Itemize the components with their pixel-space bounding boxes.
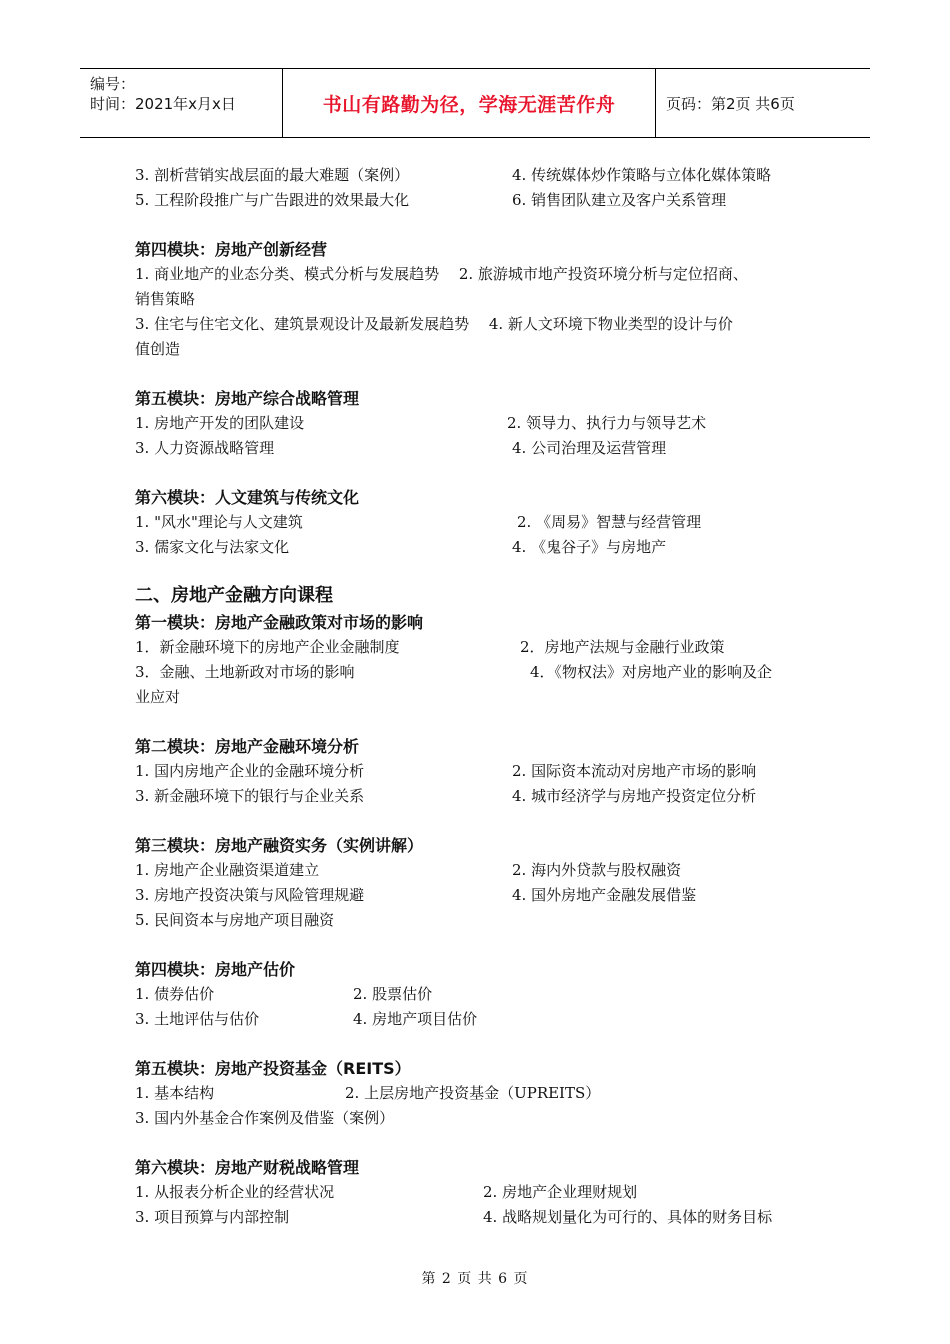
list-item: 4. 城市经济学与房地产投资定位分析 [512, 787, 757, 805]
list-item: 3. 项目预算与内部控制 [135, 1208, 290, 1226]
list-item: 4. 房地产项目估价 [353, 1010, 478, 1028]
list-item: 2. 领导力、执行力与领导艺术 [507, 414, 707, 432]
module-title: 第五模块：房地产综合战略管理 [135, 389, 360, 408]
time-label: 时间：2021年x月x日 [90, 95, 236, 113]
list-item: 3. 土地评估与估价 [135, 1010, 260, 1028]
list-item: 1. 从报表分析企业的经营状况 [135, 1183, 335, 1201]
paragraph-line: 值创造 [135, 340, 181, 358]
list-row [135, 535, 835, 560]
list-row [135, 1205, 835, 1230]
list-item: 2. 《周易》智慧与经营管理 [517, 513, 702, 531]
module-title: 第三模块：房地产融资实务（实例讲解） [135, 836, 424, 855]
list-row [135, 759, 835, 784]
list-item: 3. 新金融环境下的银行与企业关系 [135, 787, 365, 805]
list-item: 1. "风水"理论与人文建筑 [135, 513, 303, 531]
list-item: 4. 国外房地产金融发展借鉴 [512, 886, 697, 904]
list-item: 2. 上层房地产投资基金（UPREITS） [345, 1084, 601, 1102]
list-item: 4. 战略规划量化为可行的、具体的财务目标 [483, 1208, 773, 1226]
list-item: 2. 海内外贷款与股权融资 [512, 861, 682, 879]
module-title: 第六模块：房地产财税战略管理 [135, 1158, 360, 1177]
list-row [135, 982, 835, 1007]
list-item: 3. 剖析营销实战层面的最大难题（案例） [135, 166, 410, 184]
list-item: 6. 销售团队建立及客户关系管理 [512, 191, 727, 209]
module-title: 第四模块：房地产估价 [135, 960, 296, 979]
paragraph-line: 业应对 [135, 688, 181, 706]
list-row [135, 1081, 835, 1106]
module-title: 第五模块：房地产投资基金（REITS） [135, 1059, 411, 1078]
page-header [80, 68, 870, 138]
module-title: 第四模块：房地产创新经营 [135, 240, 328, 259]
list-row [135, 163, 835, 188]
list-item: 2. 股票估价 [353, 985, 433, 1003]
paragraph-line: 5. 民间资本与房地产项目融资 [135, 911, 335, 929]
list-row [135, 883, 835, 908]
paragraph-line: 3. 国内外基金合作案例及借鉴（案例） [135, 1109, 395, 1127]
list-item: 3. 人力资源战略管理 [135, 439, 275, 457]
list-item: 1. 基本结构 [135, 1084, 215, 1102]
list-item: 3. 房地产投资决策与风险管理规避 [135, 886, 365, 904]
module-title: 第六模块：人文建筑与传统文化 [135, 488, 360, 507]
header-meta [80, 69, 283, 137]
list-item: 2．房地产法规与金融行业政策 [520, 638, 725, 656]
list-item: 1. 房地产开发的团队建设 [135, 414, 305, 432]
list-item: 2. 房地产企业理财规划 [483, 1183, 638, 1201]
list-item: 4. 《鬼谷子》与房地产 [512, 538, 667, 556]
list-item: 3．金融、土地新政对市场的影响 [135, 663, 355, 681]
list-row [135, 1007, 835, 1032]
list-row [135, 635, 835, 660]
paragraph-line: 1. 商业地产的业态分类、模式分析与发展趋势 2. 旅游城市地产投资环境分析与定位招商、 [135, 265, 748, 283]
paragraph-line: 3. 住宅与住宅文化、建筑景观设计及最新发展趋势 4. 新人文环境下物业类型的设计与价 [135, 315, 733, 333]
list-item: 5. 工程阶段推广与广告跟进的效果最大化 [135, 191, 410, 209]
header-motto [283, 69, 656, 137]
list-row [135, 858, 835, 883]
module-title: 第一模块：房地产金融政策对市场的影响 [135, 613, 424, 632]
list-row [135, 784, 835, 809]
list-item: 4. 传统媒体炒作策略与立体化媒体策略 [512, 166, 772, 184]
list-item: 1. 债券估价 [135, 985, 215, 1003]
module-title: 第二模块：房地产金融环境分析 [135, 737, 360, 756]
document-body [135, 163, 835, 1230]
list-row [135, 1180, 835, 1205]
page-footer: 第 2 页 共 6 页 [421, 1271, 529, 1287]
section-title: 二、房地产金融方向课程 [135, 585, 333, 606]
paragraph-line: 销售策略 [135, 290, 196, 308]
list-row [135, 436, 835, 461]
motto-text: 书山有路勤为径，学海无涯苦作舟 [322, 93, 616, 116]
page-indicator: 页码：第2页 共6页 [666, 94, 795, 113]
list-row [135, 510, 835, 535]
list-row [135, 411, 835, 436]
list-item: 1. 国内房地产企业的金融环境分析 [135, 762, 365, 780]
list-item: 4．《物权法》对房地产业的影响及企 [530, 663, 773, 681]
list-row [135, 188, 835, 213]
list-item: 1. 房地产企业融资渠道建立 [135, 861, 320, 879]
list-item: 4. 公司治理及运营管理 [512, 439, 667, 457]
number-label: 编号： [90, 75, 136, 93]
list-row [135, 660, 835, 685]
list-item: 2. 国际资本流动对房地产市场的影响 [512, 762, 757, 780]
list-item: 1．新金融环境下的房地产企业金融制度 [135, 638, 400, 656]
list-item: 3. 儒家文化与法家文化 [135, 538, 290, 556]
